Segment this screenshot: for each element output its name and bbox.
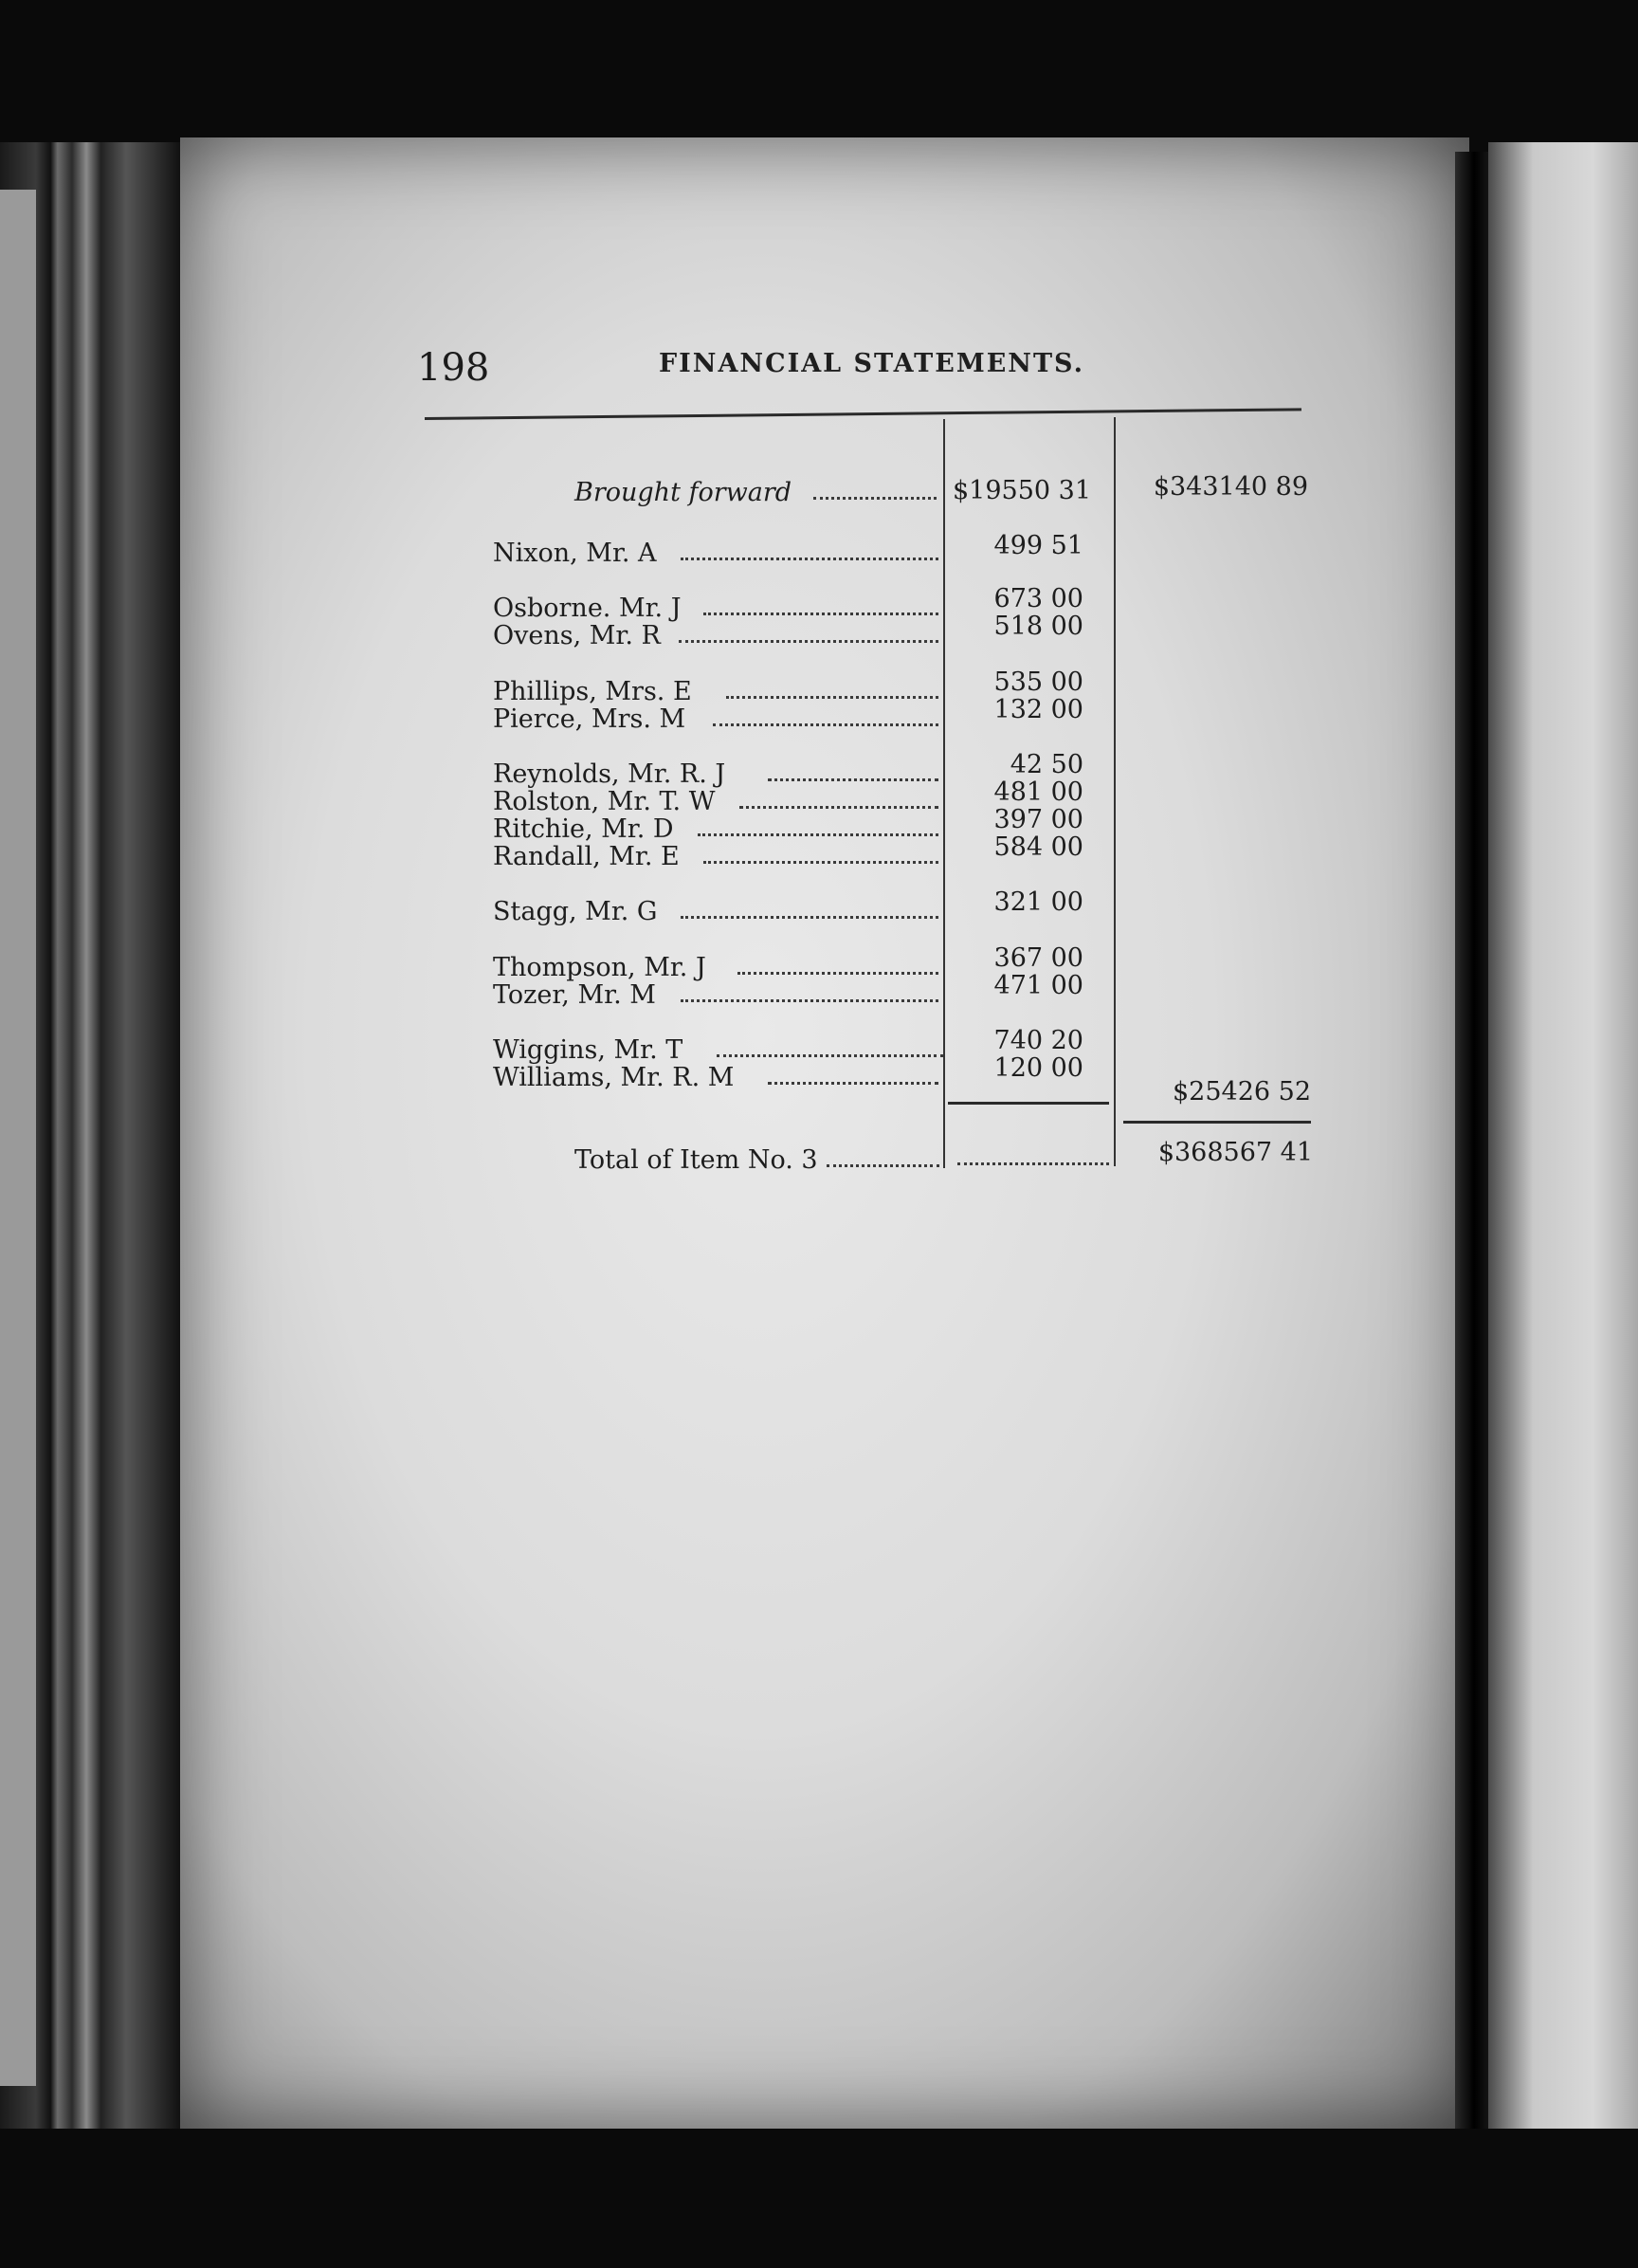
entry-amount: 42 50 [1010, 750, 1083, 779]
left-page-sliver [0, 190, 36, 2086]
brought-forward-label: Brought forward [574, 478, 792, 507]
dot-leader [703, 613, 938, 615]
dot-leader [717, 1054, 943, 1057]
entry-name: Williams, Mr. R. M [493, 1063, 735, 1092]
entry-name: Tozer, Mr. M [493, 980, 656, 1010]
entry-row [493, 1063, 938, 1095]
entry-name: Ovens, Mr. R [493, 621, 661, 650]
dot-leader [681, 916, 938, 919]
entry-row [493, 980, 938, 1013]
dot-leader [768, 778, 938, 781]
dot-leader [739, 806, 938, 809]
dot-leader [703, 861, 938, 864]
entry-name: Pierce, Mrs. M [493, 704, 686, 734]
brought-forward-col2: $343140 89 [1153, 472, 1308, 502]
entry-amount: 120 00 [993, 1053, 1083, 1083]
entry-amount: 132 00 [993, 695, 1083, 724]
total-label: Total of Item No. 3 [574, 1145, 818, 1175]
entry-row [493, 539, 938, 571]
dot-leader [698, 833, 938, 836]
total-rule [1123, 1121, 1311, 1124]
book-gutter [1455, 152, 1493, 2133]
running-head: FINANCIAL STATEMENTS. [659, 349, 1084, 378]
entry-amount: 471 00 [993, 971, 1083, 1000]
entry-name: Stagg, Mr. G [493, 897, 658, 926]
dot-leader [726, 696, 938, 699]
dot-leader [681, 558, 938, 560]
entry-amount: 535 00 [993, 668, 1083, 697]
entry-row [493, 621, 938, 653]
dot-leader [957, 1162, 1109, 1165]
entry-name: Osborne. Mr. J [493, 594, 682, 623]
right-page-edge [1488, 142, 1638, 2133]
dot-leader [768, 1082, 938, 1085]
subtotal-rule [948, 1102, 1109, 1105]
dot-leader [827, 1164, 939, 1167]
subtotal-amount: $25426 52 [1172, 1077, 1311, 1107]
entry-amount: 367 00 [993, 943, 1083, 973]
entry-amount: 499 51 [993, 531, 1083, 560]
total-row [574, 1145, 939, 1178]
column-divider-2 [1114, 417, 1116, 1166]
entry-amount: 673 00 [993, 584, 1083, 613]
entry-row [493, 897, 938, 929]
column-divider-1 [943, 419, 945, 1168]
total-amount: $368567 41 [1157, 1138, 1313, 1167]
entry-name: Rolston, Mr. T. W [493, 787, 716, 816]
brought-forward-row [574, 478, 939, 510]
entry-amount: 397 00 [993, 805, 1083, 834]
dot-leader [737, 972, 938, 975]
page-number: 198 [417, 346, 490, 390]
dot-leader [681, 999, 938, 1002]
dot-leader [813, 497, 937, 500]
entry-amount: 584 00 [993, 832, 1083, 862]
entry-row [493, 704, 938, 737]
entry-amount: 518 00 [993, 612, 1083, 641]
entry-amount: 321 00 [993, 887, 1083, 917]
entry-name: Wiggins, Mr. T [493, 1035, 683, 1065]
entry-name: Randall, Mr. E [493, 842, 680, 871]
entry-amount: 740 20 [993, 1026, 1083, 1055]
entry-name: Reynolds, Mr. R. J [493, 759, 726, 789]
page [180, 137, 1469, 2129]
entry-name: Thompson, Mr. J [493, 953, 706, 982]
dot-leader [679, 640, 938, 643]
entry-row [493, 842, 938, 874]
dot-leader [713, 723, 938, 726]
entry-name: Phillips, Mrs. E [493, 677, 692, 706]
brought-forward-col1: $19550 31 [953, 476, 1092, 505]
entry-name: Ritchie, Mr. D [493, 814, 674, 844]
entry-name: Nixon, Mr. A [493, 539, 657, 568]
bottom-shadow [0, 2129, 1638, 2268]
entry-amount: 481 00 [993, 777, 1083, 807]
